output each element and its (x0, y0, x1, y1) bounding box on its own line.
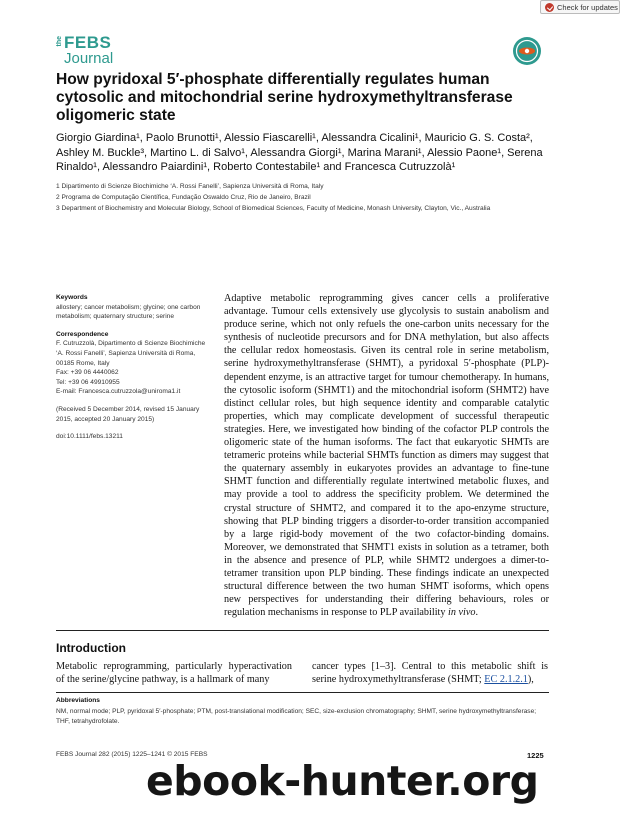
intro-col2-end: ), (527, 674, 534, 686)
footer-citation: FEBS Journal 282 (2015) 1225–1241 © 2015 FEBS (56, 751, 208, 758)
check-updates-icon (545, 3, 554, 12)
logo-journal: Journal (64, 50, 114, 67)
keywords-text: allostery; cancer metabolism; glycine; one carbon metabolism; quaternary structure; serine (56, 303, 201, 321)
affiliation-1: 1 Dipartimento di Scienze Biochimiche ‘A. Rossi Fanelli’, Sapienza Università di Roma, Italy (56, 183, 324, 190)
abbreviations-heading: Abbreviations (56, 697, 100, 704)
intro-column-2 (312, 660, 548, 686)
logo-febs: FEBS (64, 33, 112, 52)
logo-the: the (56, 36, 63, 47)
affiliation-2: 2 Programa de Computação Científica, Fundação Oswaldo Cruz, Rio de Janeiro, Brazil (56, 194, 311, 201)
article-sidebar (56, 293, 206, 450)
abstract-italic: in vivo (448, 607, 476, 619)
affiliations (56, 181, 566, 214)
introduction-heading: Introduction (56, 641, 126, 655)
abstract-end: . (475, 607, 478, 619)
received-dates: (Received 5 December 2014, revised 15 January 2015, accepted 20 January 2015) (56, 405, 200, 423)
abstract (224, 292, 549, 619)
watermark: ebook-hunter.org (146, 757, 539, 805)
correspondence-email[interactable]: E-mail: Francesca.cutruzzola@uniroma1.it (56, 388, 181, 396)
intro-col2-text: cancer types [1–3]. Central to this metabolic shift is serine hydroxymethyltransferase (SHMT; (312, 661, 548, 686)
check-for-updates-button[interactable] (540, 0, 620, 14)
author-list: Giorgio Giardina¹, Paolo Brunotti¹, Alessio Fiascarelli¹, Alessandra Cicalini¹, Mauricio G. S. Costa², Ashley M. Buckle³, Martino L. di Salvo¹, Alessandra Giorgi¹, Marina Marani¹, Alessio Paone¹, Serena Rinaldo¹, Alessandro Paiardini¹, Roberto Contestabile¹ and Francesca Cutruzzolà¹ (56, 132, 543, 173)
febs-emblem-icon (512, 36, 542, 66)
check-updates-label: Check for updates (557, 3, 618, 12)
keywords-heading: Keywords (56, 294, 88, 301)
affiliation-3: 3 Department of Biochemistry and Molecular Biology, School of Biomedical Sciences, Faculty of Medicine, Monash University, Clayton, Vic., Australia (56, 205, 491, 212)
correspondence-tel: Tel: +39 06 49910955 (56, 378, 120, 386)
section-divider (56, 630, 549, 631)
ec-number-link[interactable]: EC 2.1.2.1 (484, 674, 528, 686)
page-number: 1225 (527, 751, 544, 760)
correspondence-address: F. Cutruzzolà, Dipartimento di Scienze Biochimiche ‘A. Rossi Fanelli’, Sapienza Università di Roma, 00185 Rome, Italy (56, 340, 206, 367)
abbreviations-divider (56, 692, 549, 693)
correspondence-fax: Fax: +39 06 4440062 (56, 369, 119, 377)
doi-link[interactable]: doi:10.1111/febs.13211 (56, 433, 123, 441)
abbreviations-text: NM, normal mode; PLP, pyridoxal 5′-phosphate; PTM, post-translational modification; SEC, size-exclusion chromatography; SHMT, serine hydroxymethyltransferase; THF, tetrahydrofolate. (56, 708, 537, 725)
intro-column-1: Metabolic reprogramming, particularly hyperactivation of the serine/glycine pathway, is a hallmark of many (56, 661, 292, 686)
abstract-text: Adaptive metabolic reprogramming gives cancer cells a proliferative advantage. Tumour cells extensively use glycolysis to sustain anabolism and produce serine, which not only refuels the one-carbon units necessary for the synthesis of nucleotide precursors and for DNA methylation, but also affects the cellular redox homeostasis. Given its central role in serine metabolism, serine hydroxymethyltransferase (SHMT), a pyridoxal 5′-phosphate (PLP)-dependent enzyme, is an attractive target for tumour chemotherapy. In humans, the cytosolic isoform (SHMT1) and the mitochondrial isoform (SHMT2) have distinct cellular roles, but high sequence identity and comparable catalytic properties, which may complicate development of successful therapeutic strategies. Here, we investigated how binding of the cofactor PLP controls the oligomeric state of the human isoforms. The fact that eukaryotic SHMTs are tetrameric proteins while bacterial SHMTs function as dimers may suggest that the quaternary assembly in eukaryotes provides an advantage to fine-tune SHMT function and differentially regulate intertwined metabolic fluxes, and may provide a tool to address the specificity problem. We determined the crystal structure of SHMT2, and compared it to the apo-enzyme structure, showing that PLP binding triggers a disorder-to-order transition accompanied by a large rigid-body movement of the two cofactor-binding domains. Moreover, we demonstrated that SHMT1 exists in solution as a tetramer, both in the absence and presence of PLP, while SHMT2 undergoes a dimer-to-tetramer transition upon PLP binding. These findings indicate an unexpected structural difference between the two human SHMT isoforms, which opens new perspectives for understanding their differing behaviours, roles or regulation mechanisms in response to PLP availability (224, 293, 549, 619)
correspondence-heading: Correspondence (56, 330, 109, 338)
article-title: How pyridoxal 5′-phosphate differentially regulates human cytosolic and mitochondrial serine hydroxymethyltransferase oligomeric state (56, 71, 513, 124)
